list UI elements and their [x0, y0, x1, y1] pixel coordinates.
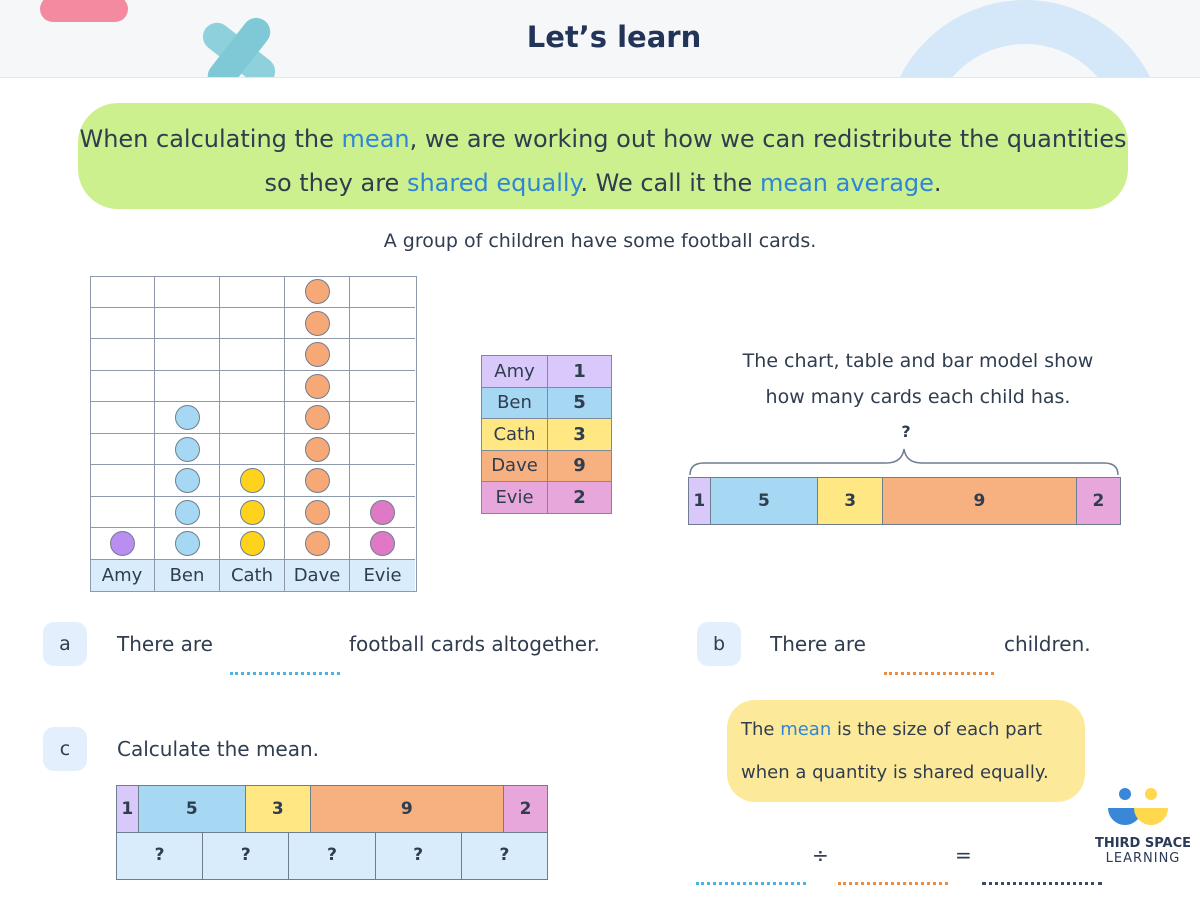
mean-bar-model	[116, 785, 548, 833]
question-b-text-end: children.	[1004, 632, 1091, 656]
category-label-evie: Evie	[350, 560, 415, 592]
grid-cell	[90, 402, 155, 434]
bar-segment: 1	[117, 786, 139, 832]
banner-text: When calculating the	[79, 125, 342, 153]
highlight-mean: mean	[341, 125, 410, 153]
table-value-cell: 1	[548, 356, 612, 388]
table-row	[482, 387, 612, 419]
intro-text: A group of children have some football cards.	[383, 230, 817, 252]
bar-segment: 9	[883, 478, 1077, 524]
card-counter-ben	[175, 437, 200, 462]
question-a-text-end: football cards altogether.	[349, 632, 600, 656]
total-question-mark: ?	[901, 422, 911, 441]
bar-segment: 1	[689, 478, 711, 524]
question-c-text: Calculate the mean.	[117, 737, 320, 761]
grid-cell	[350, 276, 415, 308]
grid-cell	[220, 402, 285, 434]
card-counter-dave	[305, 500, 330, 525]
grid-cell	[90, 497, 155, 529]
bar-segment: 3	[246, 786, 311, 832]
banner-text: .	[933, 169, 942, 197]
grid-cell	[350, 308, 415, 340]
table-name-cell: Cath	[482, 419, 548, 451]
table-name-cell: Ben	[482, 387, 548, 419]
grid-cell	[350, 465, 415, 497]
page-title: Let’s learn	[526, 20, 702, 54]
table-row	[482, 356, 612, 388]
divide-sign: ÷	[812, 843, 829, 867]
note-text-line2: when a quantity is shared equally.	[741, 762, 1049, 783]
equation-blank-2[interactable]	[838, 882, 948, 885]
grid-cell	[220, 371, 285, 403]
grid-cell	[90, 308, 155, 340]
description-line: The chart, table and bar model show	[742, 350, 1094, 372]
logo-mark-icon	[1103, 786, 1173, 828]
banner-text: . We call it the	[580, 169, 760, 197]
bar-segment: 2	[504, 786, 547, 832]
question-b-badge: b	[697, 622, 741, 666]
grid-cell	[350, 339, 415, 371]
grid-cell	[350, 402, 415, 434]
grid-cell	[90, 434, 155, 466]
card-counter-dave	[305, 311, 330, 336]
equal-part-cell: ?	[376, 833, 462, 879]
logo-text: THIRD SPACE	[1094, 836, 1192, 851]
pink-pill-decoration	[40, 0, 128, 22]
bar-segment: 9	[311, 786, 505, 832]
grid-cell	[155, 308, 220, 340]
note-text: The	[741, 719, 781, 740]
equal-parts-row	[116, 833, 548, 880]
header-bar	[0, 0, 1200, 78]
grid-cell	[155, 276, 220, 308]
description-line: how many cards each child has.	[765, 386, 1071, 408]
grid-cell	[220, 434, 285, 466]
highlight-mean-average: mean average	[759, 169, 934, 197]
grid-cell	[220, 339, 285, 371]
question-a-text: There are	[117, 632, 213, 656]
category-label-dave: Dave	[285, 560, 350, 592]
equal-part-cell: ?	[289, 833, 375, 879]
grid-cell	[220, 276, 285, 308]
grid-cell	[90, 465, 155, 497]
grid-cell	[350, 434, 415, 466]
equation-blank-1[interactable]	[696, 882, 806, 885]
cards-table	[481, 355, 612, 514]
table-value-cell: 5	[548, 387, 612, 419]
card-counter-cath	[240, 500, 265, 525]
table-row	[482, 450, 612, 482]
answer-b-line[interactable]	[884, 672, 994, 675]
category-label-ben: Ben	[155, 560, 220, 592]
question-a-badge: a	[43, 622, 87, 666]
table-value-cell: 3	[548, 419, 612, 451]
highlight-shared-equally: shared equally	[406, 169, 581, 197]
table-value-cell: 9	[548, 450, 612, 482]
table-name-cell: Amy	[482, 356, 548, 388]
question-c-badge: c	[43, 727, 87, 771]
definition-banner	[78, 103, 1128, 209]
chart-description	[700, 343, 1136, 415]
bar-segment: 5	[711, 478, 819, 524]
card-counter-ben	[175, 500, 200, 525]
bar-segment: 5	[139, 786, 247, 832]
card-counter-evie	[370, 500, 395, 525]
equals-sign: =	[955, 843, 972, 867]
table-row	[482, 482, 612, 514]
table-name-cell: Dave	[482, 450, 548, 482]
equal-part-cell: ?	[462, 833, 547, 879]
mean-definition-note	[727, 700, 1085, 802]
equation-blank-answer[interactable]	[982, 882, 1102, 885]
table-row	[482, 419, 612, 451]
bar-model	[688, 477, 1121, 525]
card-counter-dave	[305, 437, 330, 462]
grid-cell	[155, 371, 220, 403]
equal-part-cell: ?	[117, 833, 203, 879]
answer-a-line[interactable]	[230, 672, 340, 675]
logo-text: LEARNING	[1105, 851, 1181, 866]
grid-cell	[90, 339, 155, 371]
note-highlight-mean: mean	[780, 719, 832, 740]
bar-segment: 3	[818, 478, 883, 524]
table-name-cell: Evie	[482, 482, 548, 514]
category-label-amy: Amy	[90, 560, 155, 592]
bar-segment: 2	[1077, 478, 1120, 524]
banner-text: , we are working out how we can redistribute the quantities so they are	[264, 125, 1127, 197]
grid-cell	[90, 371, 155, 403]
question-b-text: There are	[770, 632, 866, 656]
card-counter-dave	[305, 374, 330, 399]
note-text: is the size of each part	[831, 719, 1043, 740]
grid-cell	[220, 308, 285, 340]
grid-cell	[155, 339, 220, 371]
table-value-cell: 2	[548, 482, 612, 514]
third-space-learning-logo	[1088, 786, 1198, 866]
grid-cell	[350, 371, 415, 403]
category-label-cath: Cath	[220, 560, 285, 592]
grid-cell	[90, 276, 155, 308]
curly-brace	[686, 445, 1122, 477]
equal-part-cell: ?	[203, 833, 289, 879]
